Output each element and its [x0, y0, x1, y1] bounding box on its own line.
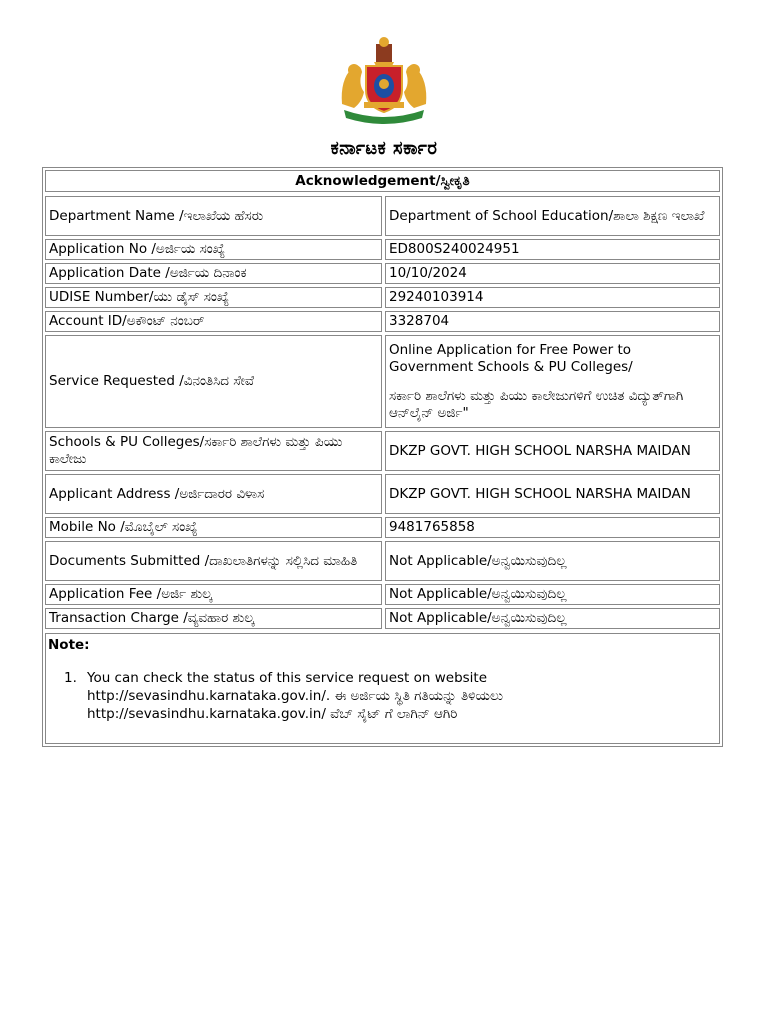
- mobile-no-value: 9481765858: [385, 517, 720, 538]
- application-date-value: 10/10/2024: [385, 263, 720, 284]
- department-name-value: Department of School Education/ಶಾಲಾ ಶಿಕ್ಷಣ ಇಲಾಖೆ: [385, 196, 720, 236]
- application-no-label: Application No /ಅರ್ಜಿಯ ಸಂಖ್ಯೆ: [45, 239, 382, 260]
- applicant-address-value: DKZP GOVT. HIGH SCHOOL NARSHA MAIDAN: [385, 474, 720, 514]
- service-requested-value: [385, 335, 720, 428]
- department-name-label: Department Name /ಇಲಾಖೆಯ ಹೆಸರು: [45, 196, 382, 236]
- application-fee-value: Not Applicable/ಅನ್ವಯಿಸುವುದಿಲ್ಲ: [385, 584, 720, 605]
- note-item-text: You can check the status of this service request on website http://sevasindhu.karnataka.gov.in/. ಈ ಅರ್ಜಿಯ ಸ್ಥಿತಿ ಗತಿಯನ್ನು ತಿಳಿಯಲು http://sevasindhu.karnataka.gov.in/ ವೆಬ್ ಸೈಟ್ ಗೆ ಲಾಗಿನ್ ಆಗಿರಿ: [87, 670, 504, 722]
- documents-submitted-label: Documents Submitted /ದಾಖಲಾತಿಗಳನ್ನು ಸಲ್ಲಿಸಿದ ಮಾಹಿತಿ: [45, 541, 382, 581]
- applicant-address-label: Applicant Address /ಅರ್ಜಿದಾರರ ವಿಳಾಸ: [45, 474, 382, 514]
- transaction-charge-value: Not Applicable/ಅನ್ವಯಿಸುವುದಿಲ್ಲ: [385, 608, 720, 629]
- note-section: [45, 633, 720, 744]
- account-id-label: Account ID/ಅಕೌಂಟ್ ನಂಬರ್: [45, 311, 382, 332]
- application-date-label: Application Date /ಅರ್ಜಿಯ ದಿನಾಂಕ: [45, 263, 382, 284]
- service-requested-english: Online Application for Free Power to Government Schools & PU Colleges/: [389, 341, 633, 375]
- udise-number-value: 29240103914: [385, 287, 720, 308]
- service-requested-kannada: ಸರ್ಕಾರಿ ಶಾಲೆಗಳು ಮತ್ತು ಪಿಯು ಕಾಲೇಜುಗಳಿಗೆ ಉಚಿತ ವಿದ್ಯುತ್‌ಗಾಗಿ ಆನ್‌ಲೈನ್ ಅರ್ಜಿ": [389, 387, 684, 421]
- account-id-value: 3328704: [385, 311, 720, 332]
- transaction-charge-label: Transaction Charge /ವ್ಯವಹಾರ ಶುಲ್ಕ: [45, 608, 382, 629]
- service-requested-label: Service Requested /ವಿನಂತಿಸಿದ ಸೇವೆ: [45, 335, 382, 428]
- government-title: ಕರ್ನಾಟಕ ಸರ್ಕಾರ: [330, 138, 438, 159]
- acknowledgement-heading: Acknowledgement/ಸ್ವೀಕೃತಿ: [45, 170, 720, 192]
- note-item-number: 1.: [64, 670, 77, 686]
- mobile-no-label: Mobile No /ಮೊಬೈಲ್ ಸಂಖ್ಯೆ: [45, 517, 382, 538]
- application-fee-label: Application Fee /ಅರ್ಜಿ ಶುಲ್ಕ: [45, 584, 382, 605]
- application-no-value: ED800S240024951: [385, 239, 720, 260]
- schools-colleges-label: Schools & PU Colleges/ಸರ್ಕಾರಿ ಶಾಲೆಗಳು ಮತ್ತು ಪಿಯು ಕಾಲೇಜು: [45, 431, 382, 471]
- udise-number-label: UDISE Number/ಯು ಡೈಸ್ ಸಂಖ್ಯೆ: [45, 287, 382, 308]
- schools-colleges-value: DKZP GOVT. HIGH SCHOOL NARSHA MAIDAN: [385, 431, 720, 471]
- documents-submitted-value: Not Applicable/ಅನ್ವಯಿಸುವುದಿಲ್ಲ: [385, 541, 720, 581]
- karnataka-emblem: [334, 32, 434, 124]
- note-label: Note:: [48, 637, 90, 653]
